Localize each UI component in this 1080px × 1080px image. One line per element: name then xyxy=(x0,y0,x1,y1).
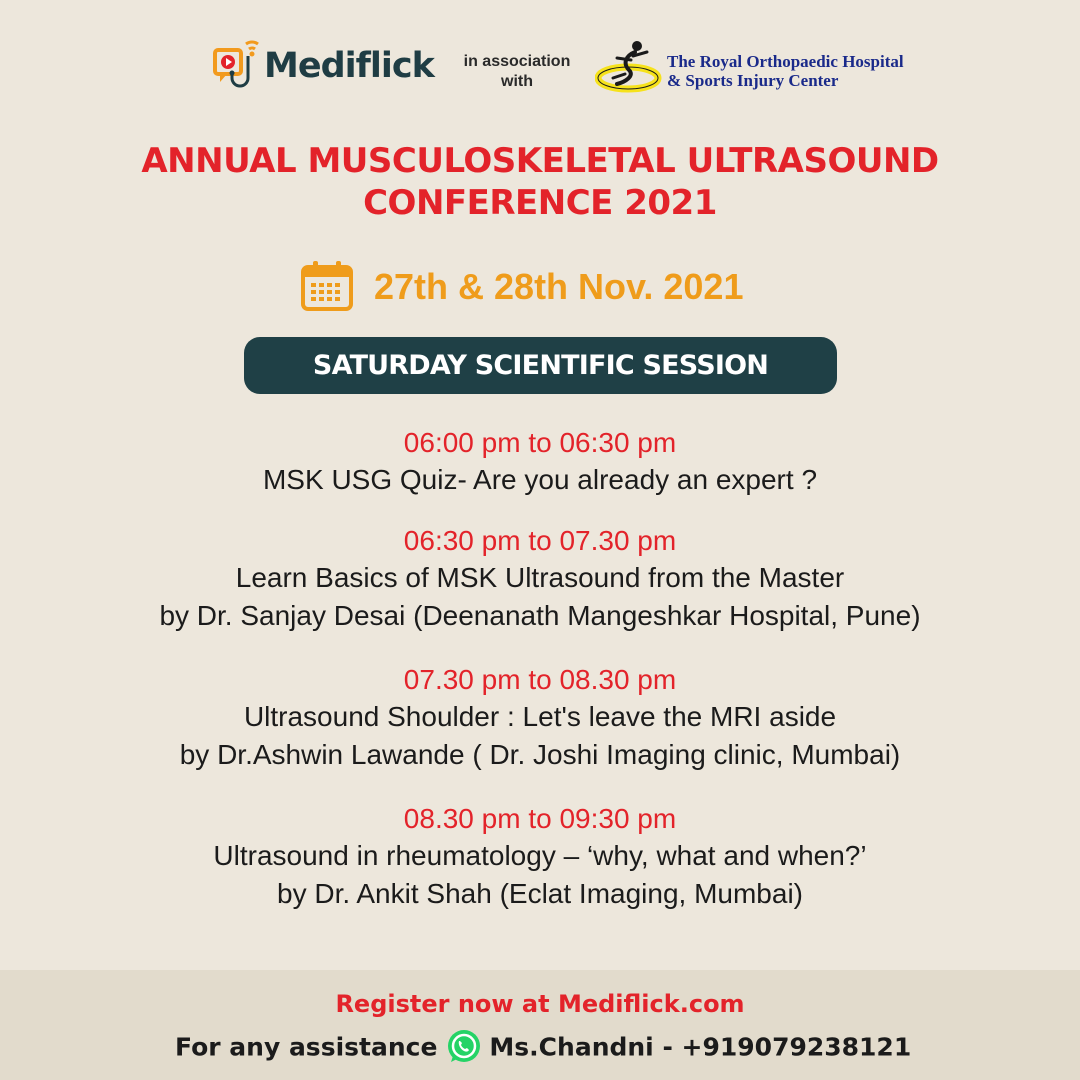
slot-speaker: by Dr. Sanjay Desai (Deenanath Mangeshkar Hospital, Pune) xyxy=(159,600,921,631)
assistance-contact[interactable]: Ms.Chandni - +919079238121 xyxy=(489,1032,912,1062)
slot-topic: Learn Basics of MSK Ultrasound from the Master xyxy=(235,562,845,593)
association-line-2: with xyxy=(501,73,533,90)
whatsapp-icon[interactable] xyxy=(445,1028,483,1066)
association-line-1: in association xyxy=(463,53,571,70)
event-title-line-1: ANNUAL MUSCULOSKELETAL ULTRASOUND xyxy=(141,141,939,181)
event-date: 27th & 28th Nov. 2021 xyxy=(374,266,744,307)
footer xyxy=(0,970,1080,1080)
slot-topic: MSK USG Quiz- Are you already an expert ? xyxy=(262,464,818,495)
slot-topic: Ultrasound in rheumatology – ‘why, what and when?’ xyxy=(213,840,867,871)
partner-line-2: & Sports Injury Center xyxy=(667,71,839,90)
session-badge: SATURDAY SCIENTIFIC SESSION xyxy=(244,337,837,394)
slot-time: 06:30 pm to 07.30 pm xyxy=(403,525,677,556)
hospital-logo-icon xyxy=(595,38,665,100)
event-title xyxy=(0,140,1080,224)
assistance-prefix: For any assistance xyxy=(175,1032,438,1062)
partner-name xyxy=(667,52,907,90)
schedule-list xyxy=(0,424,1080,913)
register-link[interactable]: Register now at Mediflick.com xyxy=(335,990,745,1018)
slot-time: 06:00 pm to 06:30 pm xyxy=(403,427,677,458)
schedule-slot xyxy=(0,424,1080,499)
slot-time: 07.30 pm to 08.30 pm xyxy=(403,664,677,695)
slot-speaker: by Dr.Ashwin Lawande ( Dr. Joshi Imaging clinic, Mumbai) xyxy=(179,739,901,770)
slot-topic: Ultrasound Shoulder : Let's leave the MRI aside xyxy=(243,701,837,732)
schedule-slot xyxy=(0,800,1080,913)
mediflick-logo-icon xyxy=(212,38,264,94)
header xyxy=(0,30,1080,110)
slot-time: 08.30 pm to 09:30 pm xyxy=(403,803,677,834)
association-text xyxy=(455,52,579,92)
brand-name: Mediflick xyxy=(264,46,434,86)
slot-speaker: by Dr. Ankit Shah (Eclat Imaging, Mumbai) xyxy=(277,878,803,909)
schedule-slot xyxy=(0,522,1080,635)
assistance-line xyxy=(175,1028,911,1068)
partner-line-1: The Royal Orthopaedic Hospital xyxy=(667,52,904,71)
calendar-icon xyxy=(300,260,354,312)
event-title-line-2: CONFERENCE 2021 xyxy=(363,183,717,223)
schedule-slot xyxy=(0,661,1080,774)
